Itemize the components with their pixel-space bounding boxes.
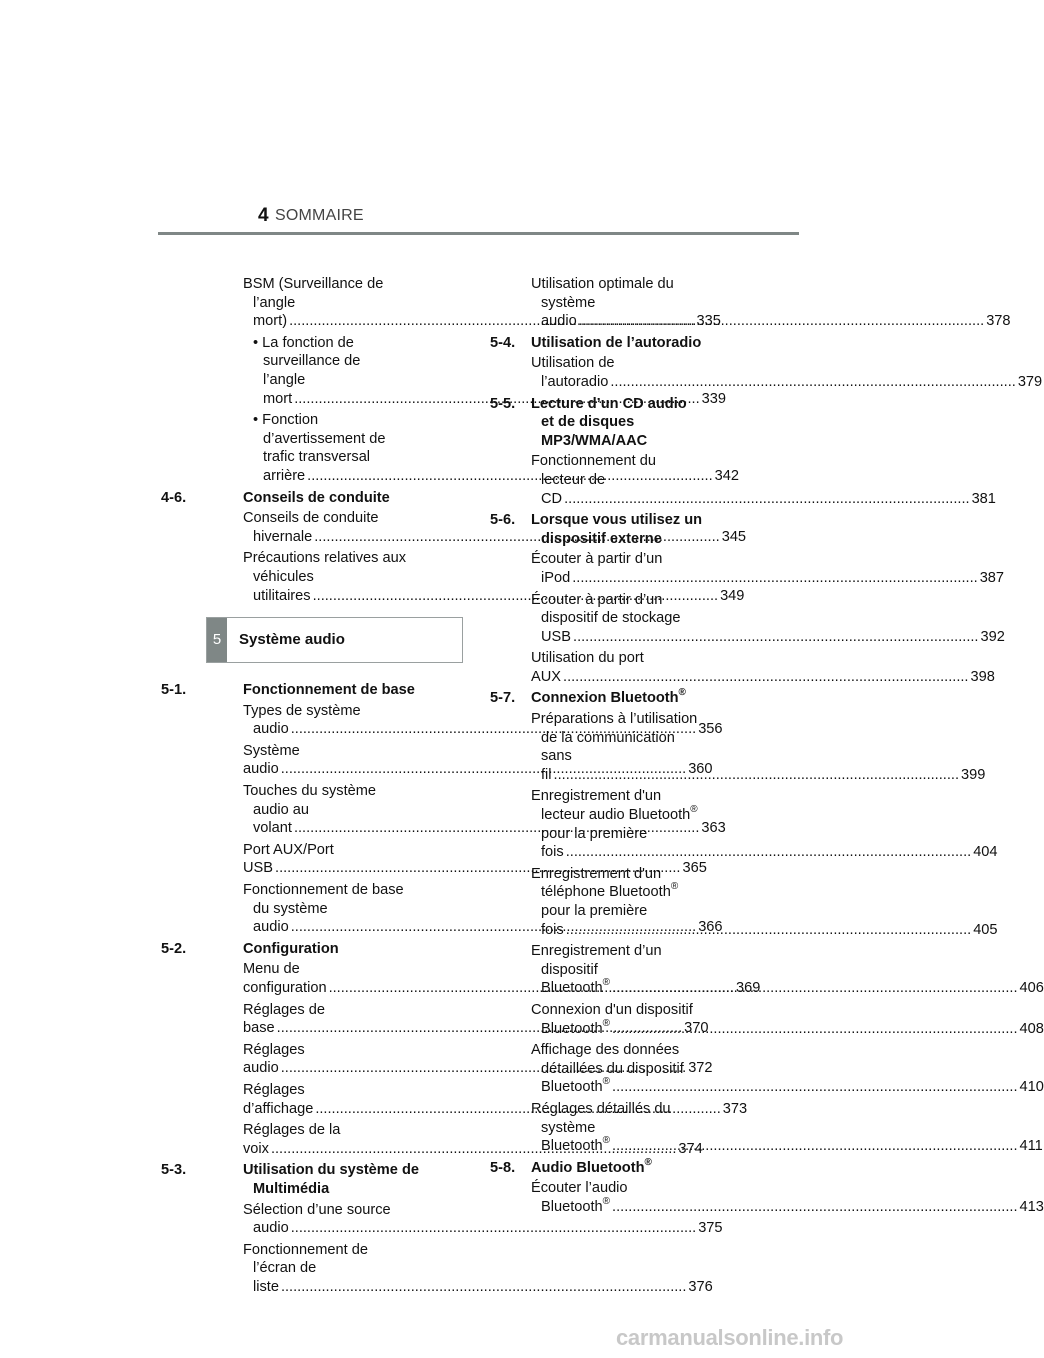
toc-entry[interactable]: Écouter à partir d’un iPod ..... 387 (490, 550, 740, 587)
registered-mark: ® (602, 977, 611, 989)
registered-mark: ® (602, 1135, 611, 1147)
page-title: SOMMAIRE (275, 207, 364, 224)
section-heading[interactable]: 5-6. Lorsque vous utilisez un dispositif externe (490, 512, 703, 547)
page-number: 4 (258, 205, 269, 226)
page-ref: 398 (970, 668, 995, 685)
page-ref: 369 (736, 980, 761, 996)
page-ref: 339 (701, 390, 727, 407)
toc-entry[interactable]: Enregistrement d'un lecteur audio Bluetooth® pour la première fois ..... 404 (490, 787, 740, 861)
registered-mark: ® (670, 881, 679, 893)
registered-mark: ® (602, 1017, 611, 1029)
toc-entry[interactable]: Système audio ..... 360 (202, 742, 434, 779)
page-ref: 404 (973, 844, 998, 861)
section-heading[interactable]: 5-2. Configuration (161, 940, 339, 957)
page-ref: 356 (698, 721, 723, 738)
registered-mark: ® (690, 804, 698, 816)
page-ref: 373 (722, 1100, 748, 1117)
chapter-title: Système audio (239, 631, 345, 649)
toc-entry[interactable]: Réglages détaillés du système Bluetooth® ..... 411 (490, 1100, 740, 1156)
toc-entry[interactable]: • Fonction d’avertissement de trafic transversal arrière ..... 342 (202, 411, 434, 485)
page-ref: 392 (980, 628, 1005, 645)
page-ref: 381 (971, 490, 996, 507)
page-ref: 410 (1019, 1079, 1044, 1096)
toc-entry[interactable]: Écouter à partir d’un dispositif de stockage USB ..... 392 (490, 591, 740, 647)
section-heading[interactable]: 5-7. Connexion Bluetooth® (490, 687, 686, 707)
registered-mark: ® (644, 1156, 652, 1168)
toc-entry[interactable]: Fonctionnement du lecteur de CD ..... 381 (490, 452, 740, 508)
section-heading[interactable]: 5-1. Fonctionnement de base (161, 682, 415, 699)
page-ref: 376 (688, 1278, 713, 1295)
toc-entry[interactable]: Touches du système audio au volant ..... 363 (202, 782, 434, 838)
toc-entry[interactable]: Types de système audio ..... 356 (202, 702, 434, 739)
section-heading[interactable]: 5-4. Utilisation de l’autoradio (490, 334, 702, 351)
toc-entry[interactable]: Réglages d’affichage ..... 373 (202, 1081, 434, 1118)
page-ref: 360 (688, 761, 713, 778)
toc-entry[interactable]: Utilisation du port AUX ..... 398 (490, 649, 740, 686)
section-heading[interactable]: 5-5. Lecture d’un CD audio et de disques MP3/WMA/AAC (490, 395, 687, 449)
toc-entry[interactable]: Préparations à l’utilisation de la communication sans fil ..... 399 (490, 710, 740, 784)
page-ref: 363 (701, 820, 726, 837)
page-ref: 405 (973, 921, 998, 938)
page-ref: 387 (979, 569, 1005, 586)
section-heading[interactable]: 5-3. Utilisation du système de Multimédia (161, 1162, 419, 1197)
page-ref: 379 (1017, 373, 1043, 390)
toc-entry[interactable]: Affichage des données détaillées du dispositif Bluetooth® ..... 410 (490, 1041, 740, 1097)
toc-entry[interactable]: Réglages audio ..... 372 (202, 1041, 434, 1078)
toc-entry[interactable]: Réglages de base ..... 370 (202, 1001, 434, 1038)
page-ref: 345 (721, 528, 747, 545)
page-ref: 370 (684, 1020, 709, 1037)
page-ref: 408 (1019, 1020, 1044, 1037)
page-ref: 374 (678, 1140, 703, 1157)
toc-entry[interactable]: Enregistrement d'un téléphone Bluetooth® pour la première fois ..... 405 (490, 865, 740, 939)
page-ref: 378 (986, 313, 1011, 330)
registered-mark: ® (678, 687, 686, 699)
toc-entry[interactable]: Menu de configuration ..... 369 (202, 960, 434, 997)
chapter-number-tab: 5 (207, 618, 227, 662)
registered-mark: ® (602, 1195, 611, 1207)
page-ref: 365 (682, 860, 707, 877)
toc-entry[interactable]: Utilisation optimale du système audio ..... 378 (490, 275, 740, 331)
section-heading[interactable]: 4-6. Conseils de conduite (161, 489, 390, 506)
page-ref: 335 (696, 313, 721, 330)
registered-mark: ® (602, 1076, 611, 1088)
toc-entry[interactable]: Port AUX/Port USB ..... 365 (202, 841, 434, 878)
watermark: carmanualsonline.info (616, 1325, 844, 1350)
toc-entry[interactable]: Conseils de conduite hivernale ..... 345 (202, 509, 434, 546)
toc-entry[interactable]: • La fonction de surveillance de l’angle mort ..... 339 (202, 334, 434, 408)
page-ref: 411 (1019, 1138, 1043, 1155)
toc-entry[interactable]: Réglages de la voix ..... 374 (202, 1121, 434, 1158)
toc-entry[interactable]: Écouter l’audio Bluetooth® ..... 413 (490, 1179, 740, 1216)
toc-entry[interactable]: Enregistrement d’un dispositif Bluetooth® ..... 406 (490, 942, 740, 998)
toc-entry[interactable]: Fonctionnement de base du système audio ..... 366 (202, 881, 434, 937)
page-ref: 366 (698, 919, 723, 936)
toc-entry[interactable]: BSM (Surveillance de l’angle mort) ..... 335 (202, 275, 434, 331)
page-ref: 413 (1019, 1198, 1044, 1215)
page-ref: 399 (961, 766, 986, 783)
toc-entry[interactable]: Utilisation de l’autoradio ..... 379 (490, 354, 740, 391)
toc-entry[interactable]: Fonctionnement de l’écran de liste ..... 376 (202, 1241, 434, 1297)
page-ref: 406 (1019, 980, 1044, 997)
toc-entry[interactable]: Sélection d’une source audio ..... 375 (202, 1201, 434, 1238)
chapter-box[interactable] (206, 617, 463, 663)
toc-entry[interactable]: Connexion d'un dispositif Bluetooth® ..... 408 (490, 1001, 740, 1038)
page-ref: 342 (714, 467, 739, 484)
toc-entry[interactable]: Précautions relatives aux véhicules utilitaires ..... 349 (202, 549, 434, 605)
page-ref: 375 (698, 1220, 723, 1237)
page-ref: 372 (688, 1060, 713, 1077)
header-rule (158, 232, 799, 235)
page-ref: 349 (720, 587, 745, 604)
section-heading[interactable]: 5-8. Audio Bluetooth® (490, 1156, 652, 1176)
